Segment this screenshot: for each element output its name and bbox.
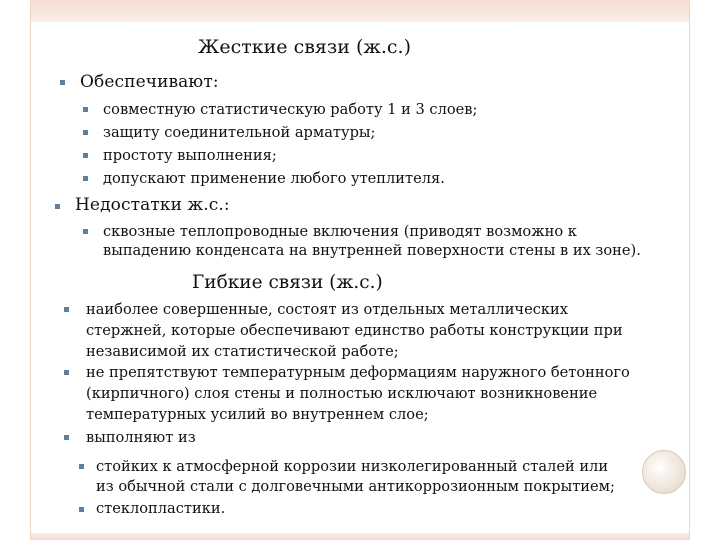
flexible-item-line: (кирпичного) слоя стены и полностью исключают возникновение: [86, 385, 598, 402]
bullet-icon: [64, 307, 69, 312]
flexible-item-line: не препятствуют температурным деформациям наружного бетонного: [86, 364, 630, 381]
bullet-icon: [60, 80, 65, 85]
slide-frame-top: [30, 0, 690, 22]
flexible-item-line: выполняют из: [86, 429, 196, 446]
material-item-line: стеклопластики.: [96, 500, 226, 517]
provide-heading: Обеспечивают:: [80, 72, 219, 92]
bullet-icon: [83, 176, 88, 181]
provide-item: совместную статистическую работу 1 и 3 слоев;: [103, 101, 478, 118]
slide-frame-right-line: [689, 0, 690, 540]
bullet-icon: [64, 435, 69, 440]
section-subtitle: Гибкие связи (ж.с.): [192, 272, 383, 293]
flexible-item-line: температурных усилий во внутреннем слое;: [86, 406, 429, 423]
provide-item: простоту выполнения;: [103, 147, 277, 164]
bullet-icon: [79, 507, 84, 512]
bullet-icon: [79, 464, 84, 469]
provide-item: допускают применение любого утеплителя.: [103, 170, 445, 187]
drawbacks-item-line: выпадению конденсата на внутренней поверхности стены в их зоне).: [103, 242, 641, 259]
slide-frame-bottom: [30, 533, 690, 540]
bullet-icon: [83, 130, 88, 135]
flexible-item-line: наиболее совершенные, состоят из отдельных металлических: [86, 301, 568, 318]
bullet-icon: [83, 107, 88, 112]
decorative-circle: [642, 450, 686, 494]
bullet-icon: [55, 204, 60, 209]
bullet-icon: [83, 229, 88, 234]
drawbacks-item-line: сквозные теплопроводные включения (приводят возможно к: [103, 223, 577, 240]
material-item-line: из обычной стали с долговечными антикоррозионным покрытием;: [96, 478, 615, 495]
material-item-line: стойких к атмосферной коррозии низколегированный сталей или: [96, 458, 609, 475]
drawbacks-heading: Недостатки ж.с.:: [75, 195, 230, 215]
bullet-icon: [83, 153, 88, 158]
slide-frame-left-line: [30, 0, 31, 540]
page-title: Жесткие связи (ж.с.): [198, 36, 411, 58]
provide-item: защиту соединительной арматуры;: [103, 124, 376, 141]
flexible-item-line: независимой их статистической работе;: [86, 343, 399, 360]
flexible-item-line: стержней, которые обеспечивают единство работы конструкции при: [86, 322, 623, 339]
bullet-icon: [64, 370, 69, 375]
